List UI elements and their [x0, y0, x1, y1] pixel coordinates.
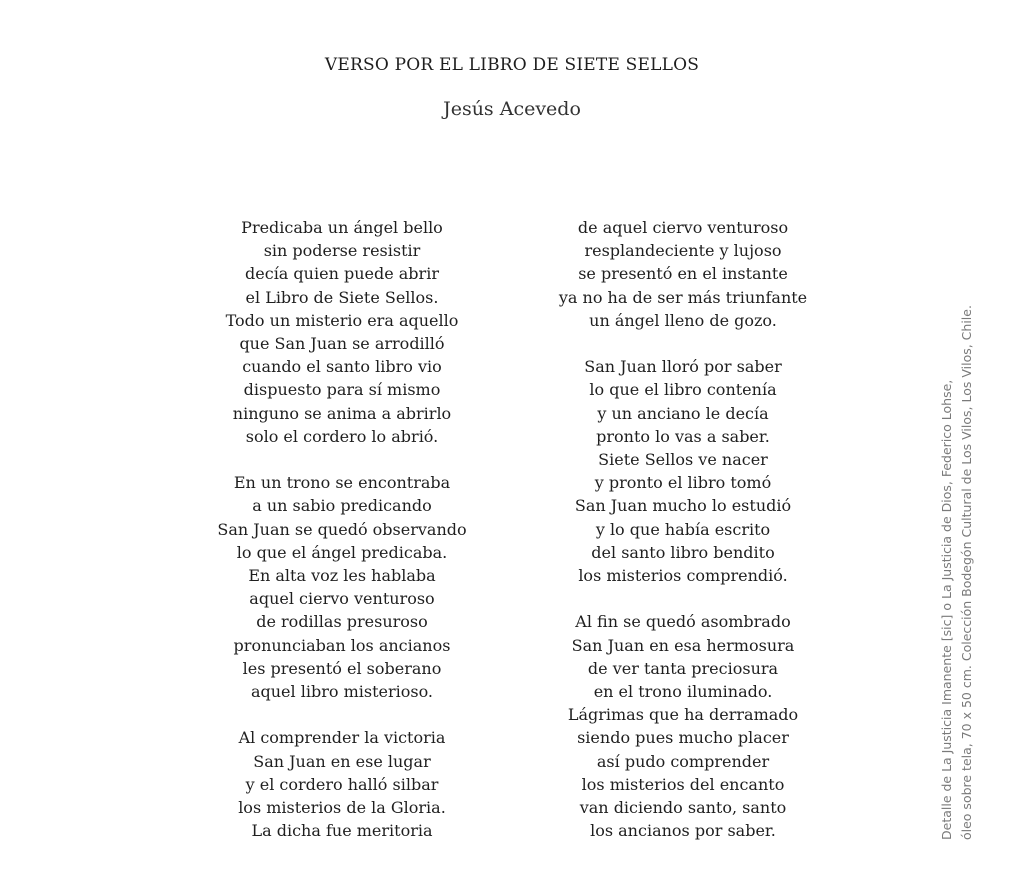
poem-line: y pronto el libro tomó — [594, 473, 772, 493]
poem-line: San Juan en ese lugar — [253, 751, 431, 771]
poem-line: en el trono iluminado. — [593, 682, 773, 702]
poem-title: VERSO POR EL LIBRO DE SIETE SELLOS — [324, 55, 700, 75]
poem-line: dispuesto para sí mismo — [243, 380, 441, 400]
image-caption — [937, 305, 977, 840]
poem-line: lo que el ángel predicaba. — [236, 542, 448, 562]
poem-line: ya no ha de ser más triunfante — [558, 287, 808, 307]
poem-line: En un trono se encontraba — [233, 473, 451, 493]
poem-line: los misterios comprendió. — [578, 566, 788, 586]
poem-line: Siete Sellos ve nacer — [598, 450, 768, 470]
poem-line: pronto lo vas a saber. — [596, 426, 770, 446]
poem-line: y el cordero halló silbar — [245, 774, 439, 794]
poem-line: de rodillas presuroso — [256, 612, 428, 632]
poem-line: un ángel lleno de gozo. — [589, 310, 777, 330]
poem-column-left — [192, 216, 492, 842]
poem-line: y lo que había escrito — [595, 519, 771, 539]
poem-line: a un sabio predicando — [252, 496, 432, 516]
poem-line: lo que el libro contenía — [589, 380, 777, 400]
stanza-gap — [192, 703, 492, 726]
poem-line: Al fin se quedó asombrado — [575, 612, 791, 632]
poem-line: así pudo comprender — [596, 751, 770, 771]
poem-line: En alta voz les hablaba — [248, 566, 436, 586]
poem-line: sin poderse resistir — [263, 241, 421, 261]
poem-line: los ancianos por saber. — [590, 821, 776, 841]
poem-line: decía quien puede abrir — [245, 264, 439, 284]
poem-line: les presentó el soberano — [242, 658, 442, 678]
poem-author: Jesús Acevedo — [443, 98, 581, 120]
poem-column-right — [533, 216, 833, 842]
poem-line: el Libro de Siete Sellos. — [245, 287, 439, 307]
poem-line: cuando el santo libro vio — [242, 357, 442, 377]
poem-line: y un anciano le decía — [597, 403, 769, 423]
poem-line: San Juan lloró por saber — [584, 357, 782, 377]
poem-line: del santo libro bendito — [591, 542, 775, 562]
poem-line: de aquel ciervo venturoso — [577, 218, 789, 237]
poem-line: resplandeciente y lujoso — [584, 241, 782, 261]
poem-line: los misterios de la Gloria. — [238, 798, 446, 818]
caption-line-1: Detalle de La Justicia Imanente [sic] o La Justicia de Dios, Federico Lohse, — [939, 379, 954, 840]
poem-line: se presentó en el instante — [578, 264, 788, 284]
poem-line: siendo pues mucho placer — [577, 728, 789, 748]
poem-line: ninguno se anima a abrirlo — [232, 403, 452, 423]
poem-line: Al comprender la victoria — [238, 728, 446, 748]
stanza-gap — [533, 332, 833, 355]
poem-line: San Juan se quedó observando — [217, 519, 467, 539]
poem-line: van diciendo santo, santo — [579, 798, 787, 818]
caption-line-2: óleo sobre tela, 70 x 50 cm. Colección Bodegón Cultural de Los Vilos, Los Vilos, Chile. — [959, 305, 974, 840]
stanza-gap — [533, 587, 833, 610]
poem-line: de ver tanta preciosura — [587, 658, 779, 678]
poem-line: San Juan en esa hermosura — [571, 635, 795, 655]
poem-line: La dicha fue meritoria — [251, 821, 433, 841]
poem-line: aquel libro misterioso. — [250, 682, 434, 702]
poem-line: aquel ciervo venturoso — [249, 589, 435, 609]
poem-line: Predicaba un ángel bello — [241, 218, 443, 237]
poem-line: pronunciaban los ancianos — [233, 635, 451, 655]
poem-line: solo el cordero lo abrió. — [245, 426, 439, 446]
stanza-gap — [192, 448, 492, 471]
poem-line: San Juan mucho lo estudió — [574, 496, 792, 516]
poem-line: que San Juan se arrodilló — [239, 334, 445, 354]
poem-line: Todo un misterio era aquello — [225, 310, 459, 330]
poem-line: Lágrimas que ha derramado — [567, 705, 799, 725]
poem-line: los misterios del encanto — [581, 774, 785, 794]
